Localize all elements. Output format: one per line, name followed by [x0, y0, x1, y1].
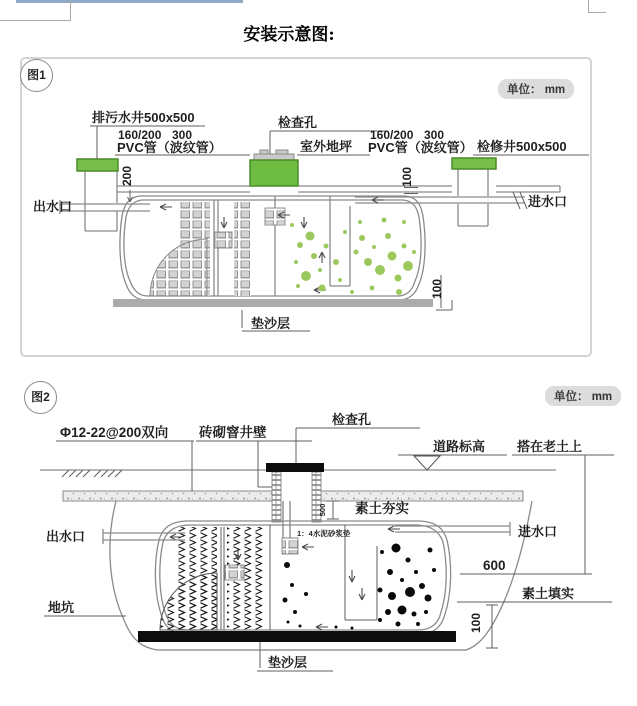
label-pvc-pipe: PVC管（波纹管） — [117, 140, 222, 155]
label-brick-wall: 砖砌窨井壁 — [199, 425, 267, 440]
label-inlet-fig2: 进水口 — [518, 524, 558, 539]
dim-100-bottom: 100 — [430, 278, 444, 300]
figure1-tag: 图1 — [20, 59, 53, 92]
media-quarter-disc — [150, 239, 207, 296]
label-inspection-hole-fig2: 检查孔 — [332, 412, 372, 427]
dim-600: 600 — [483, 558, 506, 573]
dim-200: 200 — [120, 165, 134, 187]
label-pvc-size-b2: 300 — [424, 128, 445, 142]
label-rebar: Φ12-22@200双向 — [60, 425, 169, 440]
label-outdoor-ground: 室外地坪 — [300, 139, 353, 154]
label-outlet-fig1: 出水口 — [33, 199, 73, 214]
figure1-drawing — [33, 110, 589, 331]
manhole-gap — [281, 490, 312, 502]
dim-100-fig2: 100 — [469, 612, 483, 634]
well-cap-green — [77, 159, 118, 171]
label-on-old-soil: 搭在老土上 — [517, 439, 583, 454]
label-sand-layer-fig2: 垫沙层 — [268, 655, 308, 670]
media-block — [225, 565, 244, 580]
dim-500: 500 — [318, 503, 327, 517]
manhole-cap-black — [266, 463, 324, 472]
label-sewage-well: 排污水井500x500 — [92, 110, 195, 125]
label-road-level: 道路标高 — [433, 439, 486, 454]
manhole-fig1 — [250, 150, 298, 186]
tank-interior-fig1 — [150, 196, 420, 296]
sand-slab-fig2 — [138, 631, 456, 642]
label-pvc-size-a2: 160/200 — [370, 128, 414, 142]
tank-interior-fig2 — [160, 525, 452, 630]
label-pvc-size-a: 160/200 — [118, 128, 162, 142]
dim-100-top: 100 — [400, 166, 414, 188]
sludge-dots — [283, 544, 437, 630]
label-pvc-pipe2: PVC管（波纹管） — [368, 140, 473, 155]
label-access-well: 检修井500x500 — [477, 139, 567, 154]
label-inlet-fig1: 进水口 — [528, 194, 568, 209]
level-symbol — [414, 456, 440, 470]
label-pvc-size-b: 300 — [172, 128, 193, 142]
figure1-unit-badge: 单位： mm — [498, 79, 574, 99]
label-compacted-soil: 素土夯实 — [355, 501, 409, 516]
label-inspection-hole: 检查孔 — [278, 115, 318, 130]
page-title: 安装示意图: — [243, 25, 335, 45]
label-outlet-fig2: 出水口 — [46, 529, 86, 544]
media-block — [282, 538, 298, 554]
well-cap-green — [452, 158, 496, 169]
figure2-unit-badge: 单位： mm — [545, 386, 621, 406]
media-block — [215, 232, 232, 248]
ground-band — [117, 186, 560, 192]
label-pit: 地坑 — [48, 600, 75, 615]
bubble-dots — [290, 218, 416, 296]
manhole-green-box — [250, 160, 298, 186]
figure2-drawing — [40, 412, 614, 671]
brick-wall — [272, 472, 281, 522]
figure2-tag: 图2 — [24, 381, 57, 414]
sewage-well — [60, 159, 150, 231]
media-quarter-disc — [160, 573, 217, 630]
label-mortar-pad: 1：4水泥砂浆垫 — [297, 529, 351, 538]
label-sand-layer-fig1: 垫沙层 — [251, 316, 291, 331]
label-soil-fill: 素土填实 — [522, 586, 575, 601]
sand-slab-fig1 — [113, 299, 433, 307]
media-column — [234, 202, 251, 296]
